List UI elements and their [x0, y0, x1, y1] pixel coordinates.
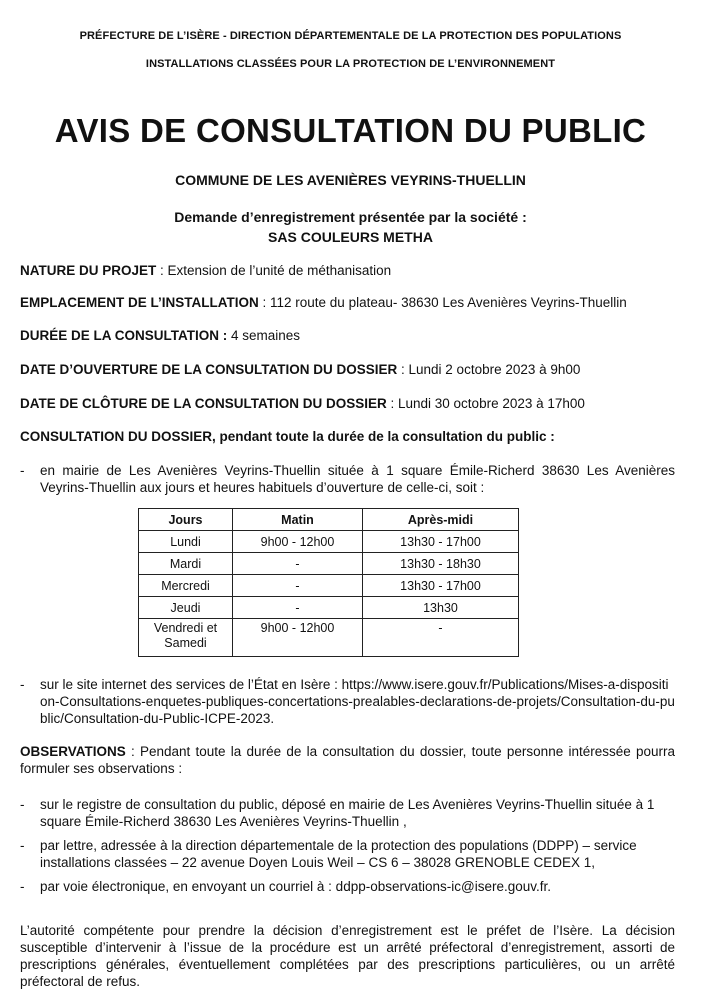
table-row [139, 619, 519, 657]
duree-row [20, 328, 680, 343]
header-line-2: INSTALLATIONS CLASSÉES POUR LA PROTECTION DE L’ENVIRONNEMENT [145, 58, 556, 70]
table-cell: - [233, 597, 363, 619]
table-row [139, 597, 519, 619]
mairie-text: en mairie de Les Avenières Veyrins-Thuellin située à 1 square Émile-Richerd 38630 Les Avenières Veyrins-Thuellin aux jours et heures habituels d’ouverture de celle-ci, soit : [40, 463, 675, 495]
observations-paragraph [20, 743, 675, 777]
emplacement-value: : 112 route du plateau- 38630 Les Avenières Veyrins-Thuellin [258, 295, 627, 310]
table-cell: - [233, 553, 363, 575]
observations-text: : Pendant toute la durée de la consultation du dossier, toute personne intéressée pourra formuler ses observations : [20, 744, 675, 776]
schedule-header-apres-midi: Après-midi [363, 509, 519, 531]
company-name: SAS COULEURS METHA [268, 229, 433, 245]
nature-value: : Extension de l’unité de méthanisation [156, 263, 392, 278]
table-cell: 13h30 [363, 597, 519, 619]
emplacement-label: EMPLACEMENT DE L’INSTALLATION [20, 295, 259, 310]
schedule-table [138, 508, 519, 657]
ouverture-value: : Lundi 2 octobre 2023 à 9h00 [397, 362, 581, 377]
consultation-heading: CONSULTATION DU DOSSIER, pendant toute la durée de la consultation du public : [20, 429, 555, 444]
ouverture-label: DATE D’OUVERTURE DE LA CONSULTATION DU DOSSIER [20, 362, 398, 377]
final-paragraph: L’autorité compétente pour prendre la décision d’enregistrement est le préfet de l’Isère. La décision susceptible d’intervenir à l’issue de la procédure est un arrêté préfectoral d’enregistrement, assorti de prescriptions générales, éventuellement complétées par des prescriptions particulières, ou un arrêté préfectoral de refus. [20, 923, 675, 989]
table-cell: Mercredi [139, 575, 233, 597]
courriel-text: par voie électronique, en envoyant un courriel à : ddpp-observations-ic@isere.gouv.fr. [40, 879, 551, 894]
table-cell: Lundi [139, 531, 233, 553]
header-line-1: PRÉFECTURE DE L’ISÈRE - DIRECTION DÉPARTEMENTALE DE LA PROTECTION DES POPULATIONS [79, 30, 622, 42]
cloture-row [20, 396, 680, 411]
internet-text: sur le site internet des services de l’État en Isère : https://www.isere.gouv.fr/Publications/Mises-a-disposition-Consultations-enquetes-publiques-concertations-prealables-declarations-de-projets/Consultation-du-public/Consultation-du-Public-ICPE-2023. [40, 677, 675, 726]
observations-label: OBSERVATIONS [20, 744, 126, 759]
table-cell: 13h30 - 17h00 [363, 575, 519, 597]
table-cell: Vendredi et Samedi [139, 619, 233, 657]
schedule-header-row [139, 509, 519, 531]
lettre-text: par lettre, adressée à la direction départementale de la protection des populations (DDPP) – service installations classées – 22 avenue Doyen Louis Weil – CS 6 – 38028 GRENOBLE CEDEX 1, [40, 838, 637, 870]
list-item-mairie: - en mairie de Les Avenières Veyrins-Thuellin située à 1 square Émile-Richerd 38630 Les Avenières Veyrins-Thuellin aux jours et heures habituels d’ouverture de celle-ci, soit : [20, 463, 675, 495]
table-cell: - [363, 619, 519, 657]
list-item-internet: - sur le site internet des services de l’État en Isère : https://www.isere.gouv.fr/Publications/Mises-a-disposition-Consultations-enquetes-publiques-concertations-prealables-declarations-de-projets/Consultation-du-public/Consultation-du-Public-ICPE-2023. [20, 677, 675, 726]
cloture-value: : Lundi 30 octobre 2023 à 17h00 [386, 396, 585, 411]
schedule-header-matin: Matin [233, 509, 363, 531]
duree-value: 4 semaines [227, 328, 301, 343]
list-item-courriel: - par voie électronique, en envoyant un courriel à : ddpp-observations-ic@isere.gouv.fr. [20, 878, 675, 895]
table-row [139, 531, 519, 553]
commune-heading: COMMUNE DE LES AVENIÈRES VEYRINS-THUELLIN [175, 172, 526, 188]
table-cell: 9h00 - 12h00 [233, 619, 363, 657]
duree-label: DURÉE DE LA CONSULTATION : [20, 328, 228, 343]
table-cell: - [233, 575, 363, 597]
table-row [139, 553, 519, 575]
registre-text: sur le registre de consultation du public, déposé en mairie de Les Avenières Veyrins-Thuellin située à 1 square Émile-Richerd 38630 Les Avenières Veyrins-Thuellin , [40, 797, 655, 829]
schedule-header-jours: Jours [139, 509, 233, 531]
nature-label: NATURE DU PROJET [20, 263, 157, 278]
ouverture-row [20, 362, 680, 377]
consultation-heading-row [20, 429, 680, 444]
nature-row [20, 263, 680, 278]
table-cell: Jeudi [139, 597, 233, 619]
demande-line-1: Demande d’enregistrement présentée par la société : [174, 209, 527, 225]
table-cell: 9h00 - 12h00 [233, 531, 363, 553]
emplacement-row [20, 295, 680, 310]
table-cell: Mardi [139, 553, 233, 575]
list-item-registre: - sur le registre de consultation du public, déposé en mairie de Les Avenières Veyrins-Thuellin située à 1 square Émile-Richerd 38630 Les Avenières Veyrins-Thuellin , [20, 796, 675, 830]
list-item-lettre: - par lettre, adressée à la direction départementale de la protection des populations (DDPP) – service installations classées – 22 avenue Doyen Louis Weil – CS 6 – 38028 GRENOBLE CEDEX 1, [20, 837, 675, 871]
cloture-label: DATE DE CLÔTURE DE LA CONSULTATION DU DOSSIER [20, 396, 387, 411]
table-row [139, 575, 519, 597]
table-cell: 13h30 - 17h00 [363, 531, 519, 553]
page-title: AVIS DE CONSULTATION DU PUBLIC [54, 112, 647, 149]
table-cell: 13h30 - 18h30 [363, 553, 519, 575]
